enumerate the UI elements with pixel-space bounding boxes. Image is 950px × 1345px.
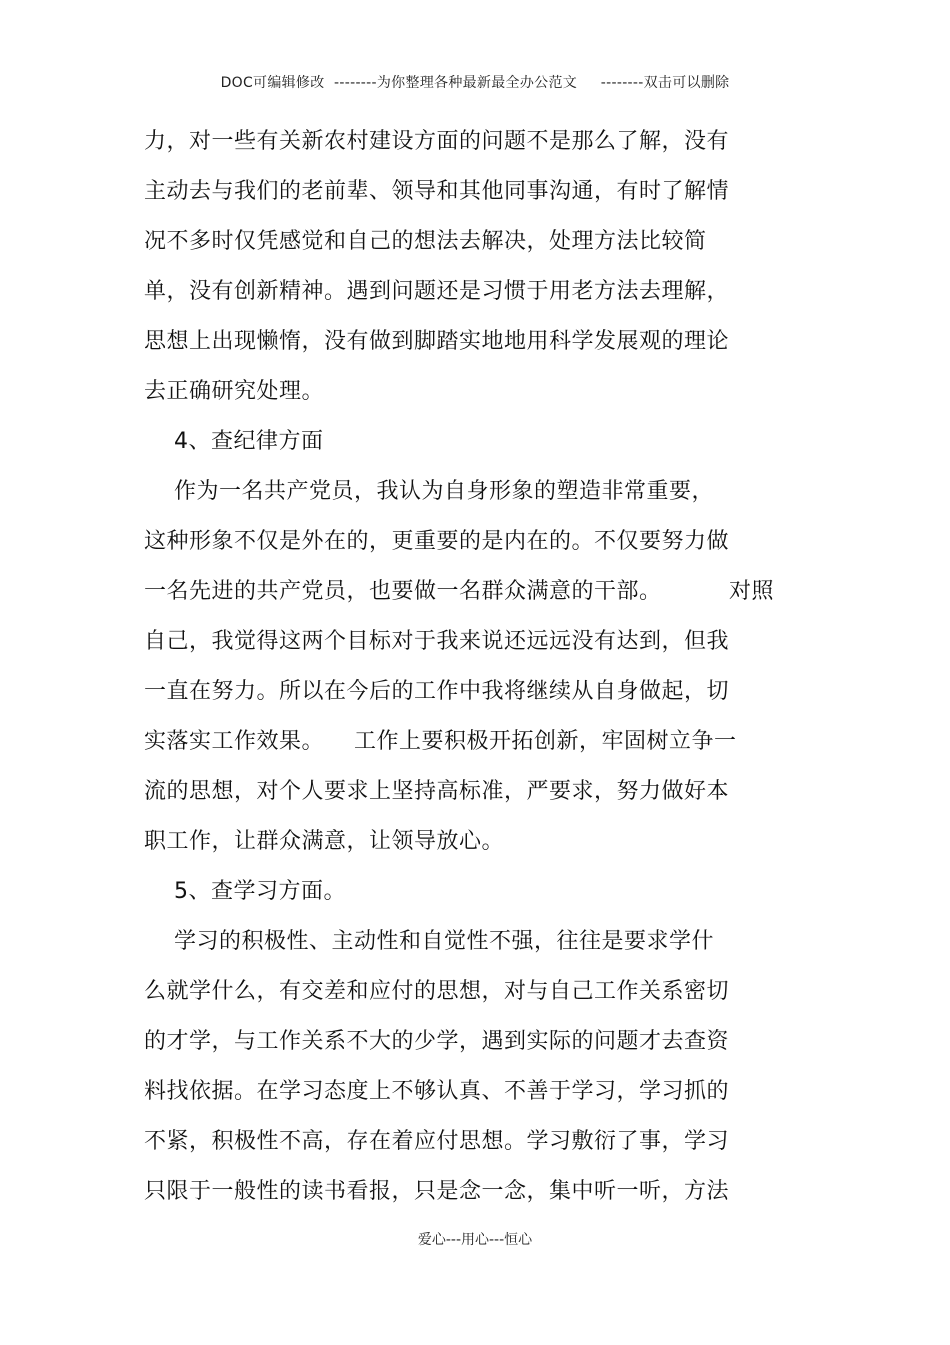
text-line: 实落实工作效果。 工作上要积极开拓创新，牢固树立争一 bbox=[144, 729, 737, 754]
section-heading: 5、查学习方面。 bbox=[144, 879, 346, 904]
section-heading: 4、查纪律方面 bbox=[144, 429, 324, 454]
text-line: 作为一名共产党员，我认为自身形象的塑造非常重要， bbox=[144, 479, 714, 504]
page-header: DOC可编辑修改 --------为你整理各种最新最全办公范文 --------双击可以删除 bbox=[220, 75, 730, 91]
text-line: 自己，我觉得这两个目标对于我来说还远远没有达到，但我 bbox=[144, 629, 730, 654]
text-line: 职工作，让群众满意，让领导放心。 bbox=[144, 829, 505, 854]
text-line: 一名先进的共产党员，也要做一名群众满意的干部。 对照 bbox=[144, 579, 774, 604]
page-footer: 爱心---用心---恒心 bbox=[417, 1232, 533, 1248]
text-line: 这种形象不仅是外在的，更重要的是内在的。不仅要努力做 bbox=[144, 529, 730, 554]
text-line: 学习的积极性、主动性和自觉性不强，往往是要求学什 bbox=[144, 929, 714, 954]
text-line: 主动去与我们的老前辈、领导和其他同事沟通，有时了解情 bbox=[144, 179, 730, 204]
text-line: 力，对一些有关新农村建设方面的问题不是那么了解，没有 bbox=[144, 129, 730, 154]
text-line: 况不多时仅凭感觉和自己的想法去解决，处理方法比较简 bbox=[144, 229, 707, 254]
text-line: 么就学什么，有交差和应付的思想，对与自己工作关系密切 bbox=[144, 979, 730, 1004]
text-line: 的才学，与工作关系不大的少学，遇到实际的问题才去查资 bbox=[144, 1029, 730, 1054]
text-line: 只限于一般性的读书看报，只是念一念，集中听一听，方法 bbox=[144, 1179, 730, 1204]
text-line: 去正确研究处理。 bbox=[144, 379, 325, 404]
text-line: 料找依据。在学习态度上不够认真、不善于学习，学习抓的 bbox=[144, 1079, 730, 1104]
text-line: 一直在努力。所以在今后的工作中我将继续从自身做起，切 bbox=[144, 679, 730, 704]
text-line: 思想上出现懒惰，没有做到脚踏实地地用科学发展观的理论 bbox=[144, 329, 730, 354]
text-line: 单，没有创新精神。遇到问题还是习惯于用老方法去理解， bbox=[144, 279, 730, 304]
text-line: 不紧，积极性不高，存在着应付思想。学习敷衍了事，学习 bbox=[144, 1129, 730, 1154]
text-line: 流的思想，对个人要求上坚持高标准，严要求，努力做好本 bbox=[144, 779, 730, 804]
